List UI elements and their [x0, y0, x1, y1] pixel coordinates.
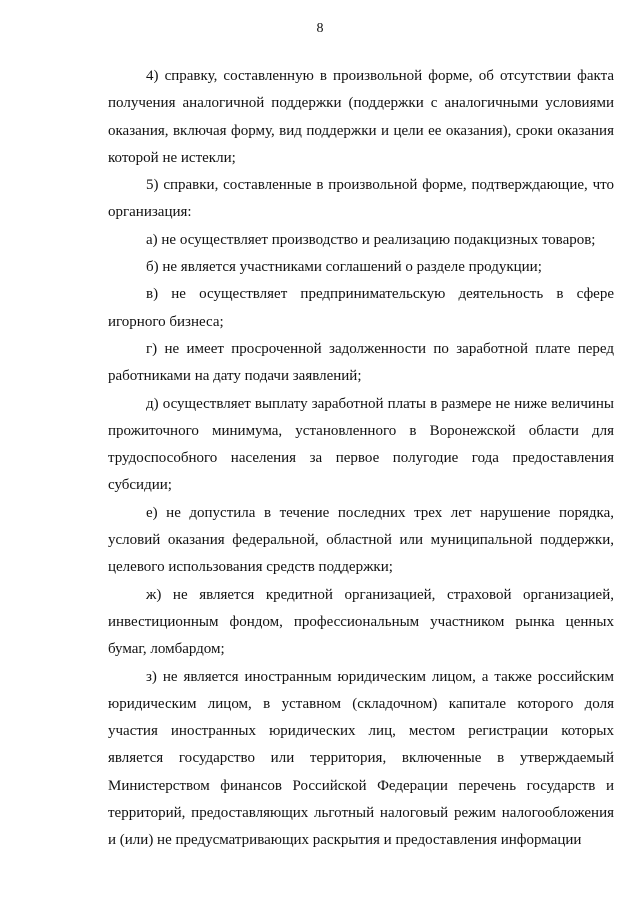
paragraph-subitem-d: д) осуществляет выплату заработной платы в размере не ниже величины прожиточного минимума, установленного в Воронежской области для трудоспособного населения за первое полугодие года предоставления субсидии;	[108, 395, 614, 494]
paragraph-subitem-e: е) не допустила в течение последних трех лет нарушение порядка, условий оказания федеральной, областной или муниципальной поддержки, целевого использования средств поддержки;	[108, 504, 614, 576]
paragraph-subitem-z: з) не является иностранным юридическим лицом, а также российским юридическим лицом, в уставном (складочном) капитале которого доля участия иностранных юридических лиц, местом регистрации которых является государство или территория, включенные в утверждаемый Министерством финансов Российской Федерации перечень государств и территорий, предоставляющих льготный налоговый режим налогообложения и (или) не предусматривающих раскрытия и предоставления информации	[108, 668, 614, 849]
document-body	[108, 63, 614, 855]
paragraph-subitem-g: г) не имеет просроченной задолженности по заработной плате перед работниками на дату подачи заявлений;	[108, 340, 614, 385]
page-number: 8	[316, 21, 324, 36]
paragraph-item-5: 5) справки, составленные в произвольной форме, подтверждающие, что организация:	[108, 177, 614, 221]
paragraph-item-4: 4) справку, составленную в произвольной форме, об отсутствии факта получения аналогичной поддержки (поддержки с аналогичными условиями оказания, включая форму, вид поддержки и цели ее оказания), сроки оказания которой не истекли;	[108, 68, 614, 166]
paragraph-subitem-b: б) не является участниками соглашений о разделе продукции;	[146, 259, 542, 276]
paragraph-subitem-zh: ж) не является кредитной организацией, страховой организацией, инвестиционным фондом, профессиональным участником рынка ценных бумаг, ломбардом;	[108, 586, 614, 658]
paragraph-subitem-v: в) не осуществляет предпринимательскую деятельность в сфере игорного бизнеса;	[108, 286, 614, 330]
paragraph-subitem-a: а) не осуществляет производство и реализацию подакцизных товаров;	[146, 231, 596, 248]
